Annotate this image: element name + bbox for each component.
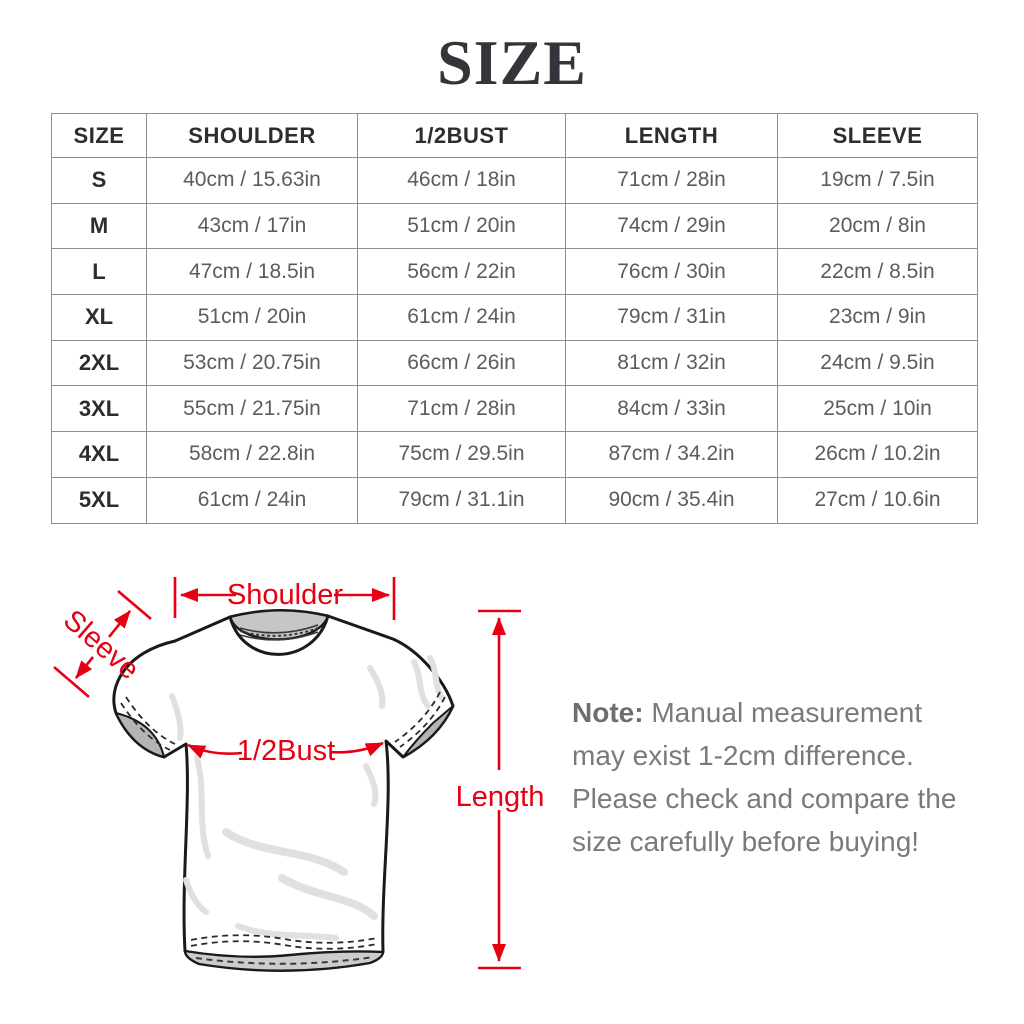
tshirt-illustration (114, 610, 453, 971)
sleeve-cell: 26cm / 10.2in (778, 432, 978, 478)
page-title: SIZE (437, 27, 587, 98)
shoulder-cell: 51cm / 20in (147, 295, 358, 341)
size-cell: L (52, 249, 147, 295)
sleeve-cell: 25cm / 10in (778, 386, 978, 432)
header-bust: 1/2BUST (358, 114, 566, 158)
tshirt-outline (114, 611, 453, 966)
sleeve-label: Sleeve (57, 603, 145, 687)
sleeve-arrow-lower (76, 657, 93, 678)
size-cell: 4XL (52, 432, 147, 478)
length-cell: 87cm / 34.2in (566, 432, 778, 478)
sleeve-cell: 22cm / 8.5in (778, 249, 978, 295)
length-cell: 71cm / 28in (566, 158, 778, 204)
bust-cell: 61cm / 24in (358, 295, 566, 341)
header-sleeve: SLEEVE (778, 114, 978, 158)
header-shoulder: SHOULDER (147, 114, 358, 158)
measurement-note (572, 691, 980, 863)
sleeve-tick-lower (54, 667, 89, 697)
shoulder-label: Shoulder (226, 579, 344, 611)
header-length: LENGTH (566, 114, 778, 158)
note-body: Manual measurement may exist 1-2cm difference. Please check and compare the size carefully before buying! (572, 697, 957, 857)
length-cell: 76cm / 30in (566, 249, 778, 295)
bust-cell: 75cm / 29.5in (358, 432, 566, 478)
length-cell: 74cm / 29in (566, 203, 778, 249)
sleeve-cell: 24cm / 9.5in (778, 340, 978, 386)
size-cell: 5XL (52, 477, 147, 523)
size-cell: 3XL (52, 386, 147, 432)
bust-cell: 66cm / 26in (358, 340, 566, 386)
size-cell: S (52, 158, 147, 204)
shoulder-cell: 40cm / 15.63in (147, 158, 358, 204)
shoulder-cell: 47cm / 18.5in (147, 249, 358, 295)
shoulder-cell: 43cm / 17in (147, 203, 358, 249)
size-cell: XL (52, 295, 147, 341)
note-prefix: Note: (572, 697, 644, 728)
length-cell: 90cm / 35.4in (566, 477, 778, 523)
shoulder-cell: 53cm / 20.75in (147, 340, 358, 386)
shoulder-cell: 55cm / 21.75in (147, 386, 358, 432)
size-cell: 2XL (52, 340, 147, 386)
size-cell: M (52, 203, 147, 249)
bust-cell: 51cm / 20in (358, 203, 566, 249)
bust-cell: 79cm / 31.1in (358, 477, 566, 523)
length-measure (456, 611, 545, 968)
bust-label: 1/2Bust (236, 735, 336, 767)
length-label: Length (455, 781, 545, 813)
length-cell: 79cm / 31in (566, 295, 778, 341)
shoulder-cell: 58cm / 22.8in (147, 432, 358, 478)
sleeve-cell: 19cm / 7.5in (778, 158, 978, 204)
bust-cell: 56cm / 22in (358, 249, 566, 295)
header-size: SIZE (52, 114, 147, 158)
bust-cell: 46cm / 18in (358, 158, 566, 204)
length-cell: 84cm / 33in (566, 386, 778, 432)
sleeve-cell: 23cm / 9in (778, 295, 978, 341)
sleeve-cell: 27cm / 10.6in (778, 477, 978, 523)
length-cell: 81cm / 32in (566, 340, 778, 386)
bust-cell: 71cm / 28in (358, 386, 566, 432)
sleeve-tick-upper (118, 591, 151, 619)
sleeve-cell: 20cm / 8in (778, 203, 978, 249)
shoulder-cell: 61cm / 24in (147, 477, 358, 523)
